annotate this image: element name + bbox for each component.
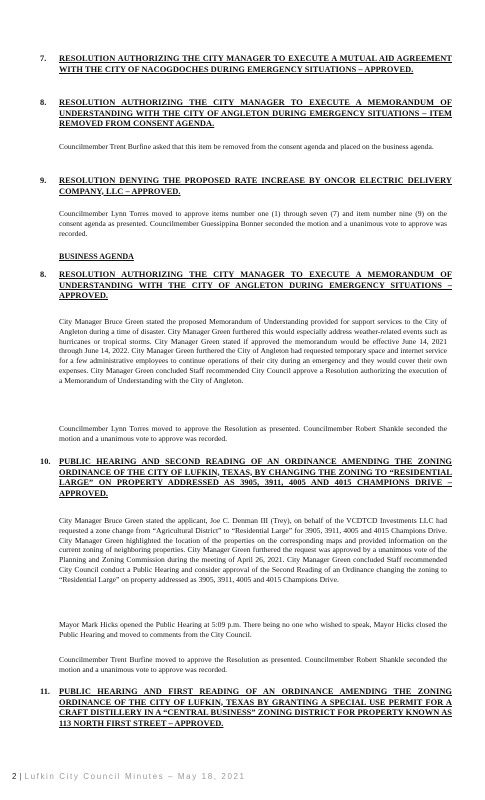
item-heading: RESOLUTION AUTHORIZING THE CITY MANAGER TO EXECUTE A MEMORANDUM OF UNDERSTANDING WITH THE CITY OF ANGLETON DURING EMERGENCY SITUATIONS – ITEM REMOVED FROM CONSENT AGENDA. <box>59 98 452 128</box>
agenda-item-8-consent <box>40 98 452 130</box>
item-heading: RESOLUTION DENYING THE PROPOSED RATE INCREASE BY ONCOR ELECTRIC DELIVERY COMPANY, LLC – APPROVED. <box>59 176 452 196</box>
item-heading: RESOLUTION AUTHORIZING THE CITY MANAGER TO EXECUTE A MEMORANDUM OF UNDERSTANDING WITH THE CITY OF ANGLETON DURING EMERGENCY SITUATIONS – APPROVED. <box>59 270 452 300</box>
item-number: 8. <box>40 98 47 107</box>
paragraph-burfine-removal: Councilmember Trent Burfine asked that this item be removed from the consent agenda and placed on the business agenda. <box>59 142 434 151</box>
agenda-item-11 <box>40 687 452 729</box>
item-heading: RESOLUTION AUTHORIZING THE CITY MANAGER TO EXECUTE A MUTUAL AID AGREEMENT WITH THE CITY OF NACOGDOCHES DURING EMERGENCY SITUATIONS – APPROVED. <box>59 54 452 74</box>
item-heading: PUBLIC HEARING AND SECOND READING OF AN ORDINANCE AMENDING THE ZONING ORDINANCE OF THE CITY OF LUFKIN, TEXAS, BY CHANGING THE ZONING TO “RESIDENTIAL LARGE” ON PROPERTY ADDRESSED AS 3905, 3911, 4005 AND 4015 CHAMPIONS DRIVE – APPROVED. <box>59 457 452 498</box>
paragraph-public-hearing: Mayor Mark Hicks opened the Public Hearing at 5:09 p.m. There being no one who wished to speak, Mayor Hicks closed the Public Hearing and moved to comments from the City Council. <box>59 620 447 639</box>
item-number: 9. <box>40 176 47 185</box>
item-number: 8. <box>40 270 47 279</box>
paragraph-consent-motion: Councilmember Lynn Torres moved to approve items number one (1) through seven (7) and item number nine (9) on the consent agenda as presented. Councilmember Guessippina Bonner seconded the motion and a unanimous vote to approve was recorded. <box>59 209 447 238</box>
agenda-item-7 <box>40 54 452 75</box>
business-agenda-heading: BUSINESS AGENDA <box>59 252 134 261</box>
footer-title: Lufkin City Council Minutes – May 18, 2021 <box>24 772 246 781</box>
agenda-item-8-business <box>40 270 452 302</box>
paragraph-angleton-motion: Councilmember Lynn Torres moved to approve the Resolution as presented. Councilmember Robert Shankle seconded the motion and a unanimous vote to approve was recorded. <box>59 424 447 443</box>
item-number: 11. <box>40 687 51 696</box>
footer-separator: | <box>19 772 22 781</box>
page-number: 2 <box>12 772 17 781</box>
paragraph-zoning-motion: Councilmember Trent Burfine moved to approve the Resolution as presented. Councilmember Robert Shankle seconded the motion and a unanimous vote to approve was recorded. <box>59 655 447 674</box>
item-heading: PUBLIC HEARING AND FIRST READING OF AN ORDINANCE AMENDING THE ZONING ORDINANCE OF THE CITY OF LUFKIN, TEXAS BY GRANTING A SPECIAL USE PERMIT FOR A CRAFT DISTILLERY IN A “CENTRAL BUSINESS” ZONING DISTRICT FOR PROPERTY KNOWN AS 113 NORTH FIRST STREET – APPROVED. <box>59 687 452 728</box>
agenda-item-9 <box>40 176 452 197</box>
item-number: 10. <box>40 457 51 466</box>
paragraph-angleton-discussion: City Manager Bruce Green stated the proposed Memorandum of Understanding provided for support services to the City of Angleton during a time of disaster. City Manager Green furthered this would especially address weather-related events such as hurricanes or tropical storms. City Manager Green stated if approved the memorandum would be effective June 14, 2021 through June 14, 2022. City Manager Green furthered the City of Angleton had requested temporary space and internet service for a few administrative employees to continue operations of their city during an emergency and they would cover their own expenses. City Manager Green concluded Staff recommended City Council approve a Resolution authorizing the execution of a Memorandum of Understanding with the City of Angleton. <box>59 317 447 385</box>
page-footer <box>12 772 246 781</box>
item-number: 7. <box>40 54 47 63</box>
paragraph-zoning-discussion: City Manager Bruce Green stated the applicant, Joe C. Denman III (Trey), on behalf of the VCDTCD Investments LLC had requested a zone change from “Agricultural District” to “Residential Large” for 3905, 3911, 4005 and 4015 Champions Drive. City Manager Green highlighted the location of the properties on the corresponding maps and provided information on the current zoning of neighboring properties. City Manager Green furthered the request was approved by a unanimous vote of the Planning and Zoning Commission during the meeting of April 26, 2021. City Manager Green concluded Staff recommended City Council conduct a Public Hearing and consider approval of the Second Reading of an Ordinance changing the zoning to “Residential Large” on property addressed as 3905, 3911, 4005 and 4015 Champions Drive. <box>59 516 447 584</box>
agenda-item-10 <box>40 457 452 499</box>
